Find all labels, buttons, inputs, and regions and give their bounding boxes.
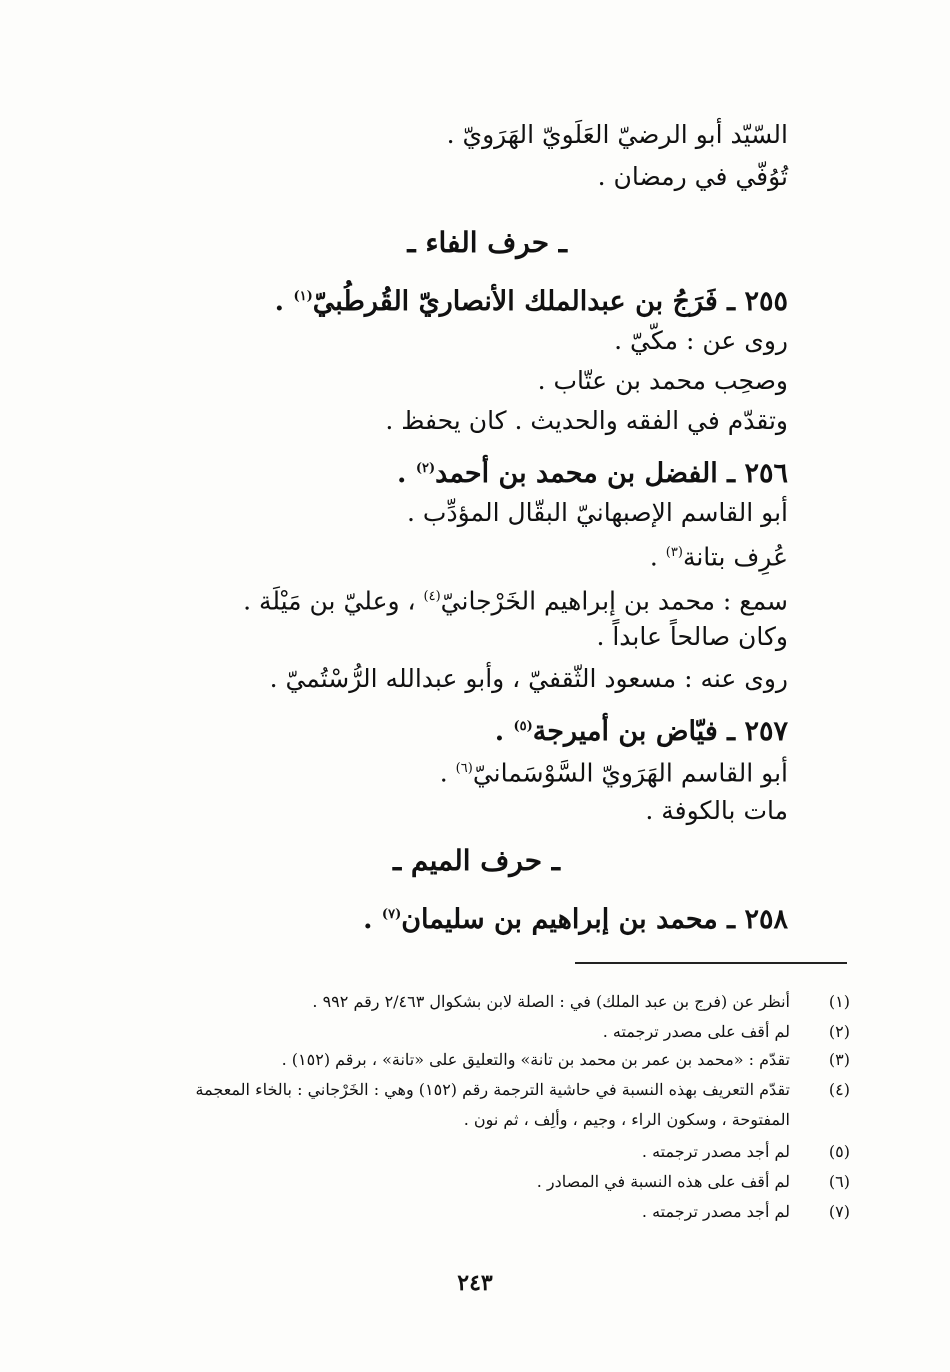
text-line: عُرِف بتانة$^{(٣)}$ . <box>649 542 788 572</box>
entry-255-title: ٢٥٥ ـ فَرَجُ بن عبدالملك الأنصاريّ القُرطُبيّ$^{(١)}$ . <box>274 286 788 317</box>
text-line: روى عنه : مسعود الثّقفيّ ، وأبو عبدالله الرُّسْتُميّ . <box>269 664 788 693</box>
entry-258-title: ٢٥٨ ـ محمد بن إبراهيم بن سليمان$^{(٧)}$ . <box>363 904 788 935</box>
footnote-ref: (٢) <box>415 461 436 476</box>
text-line: أبو القاسم الإصبهانيّ البقّال المؤدِّب . <box>407 498 788 527</box>
footnote-ref: (٥) <box>513 719 533 734</box>
footnote-separator <box>575 962 847 964</box>
footnote: (٦)لم أقف على هذه النسبة في المصادر . <box>536 1172 850 1191</box>
text-line: السّيّد أبو الرضيّ العَلَويّ الهَرَويّ . <box>446 120 788 149</box>
section-heading-fa: ـ حرف الفاء ـ <box>407 226 567 259</box>
section-heading-mim: ـ حرف الميم ـ <box>392 844 560 877</box>
page-number: ٢٤٣ <box>457 1270 493 1296</box>
text-line: وتقدّم في الفقه والحديث . كان يحفظ . <box>385 406 788 435</box>
footnote: (٥)لم أجد مصدر ترجمته . <box>641 1142 850 1161</box>
footnote: (١)أنظر عن (فرج بن عبد الملك) في : الصلة لابن بشكوال ٢/٤٦٣ رقم ٩٩٢ . <box>312 992 850 1011</box>
entry-257-title: ٢٥٧ ـ فيّاض بن أميرجة$^{(٥)}$ . <box>494 716 788 747</box>
footnote-ref: (٣) <box>665 545 683 560</box>
entry-256-title: ٢٥٦ ـ الفضل بن محمد بن أحمد$^{(٢)}$ . <box>397 458 788 489</box>
text-line: وصحِب محمد بن عتّاب . <box>537 366 788 395</box>
text-line: روى عن : مكّيّ . <box>614 326 788 355</box>
footnote-ref: (٤) <box>423 589 441 604</box>
text-line: مات بالكوفة . <box>645 796 788 825</box>
footnote: (٣)تقدّم : «محمد بن عمر بن محمد بن تانة» والتعليق على «تانة» ، برقم (١٥٢) . <box>281 1050 850 1069</box>
footnote: (٢)لم أقف على مصدر ترجمته . <box>602 1022 850 1041</box>
text-line: وكان صالحاً عابداً . <box>596 622 788 651</box>
text-line: تُوُفّي في رمضان . <box>597 162 788 191</box>
text-line: أبو القاسم الهَرَويّ السَّوْسَمانيّ$^{(٦)}$ . <box>439 758 788 788</box>
footnote: (٧)لم أجد مصدر ترجمته . <box>641 1202 850 1221</box>
footnote-continuation: المفتوحة ، وسكون الراء ، وجيم ، وألِف ، ثم نون . <box>463 1110 790 1129</box>
footnote-ref: (٦) <box>455 761 473 776</box>
footnote-ref: (٧) <box>381 907 402 922</box>
footnote: (٤)تقدّم التعريف بهذه النسبة في حاشية الترجمة رقم (١٥٢) وهي : الخَرْجاني : بالخاء المعجمة <box>195 1080 850 1099</box>
footnote-ref: (١) <box>293 289 313 304</box>
text-line: سمع : محمد بن إبراهيم الخَرْجانيّ$^{(٤)}$ ، وعليّ بن مَيْلَة . <box>243 586 788 616</box>
